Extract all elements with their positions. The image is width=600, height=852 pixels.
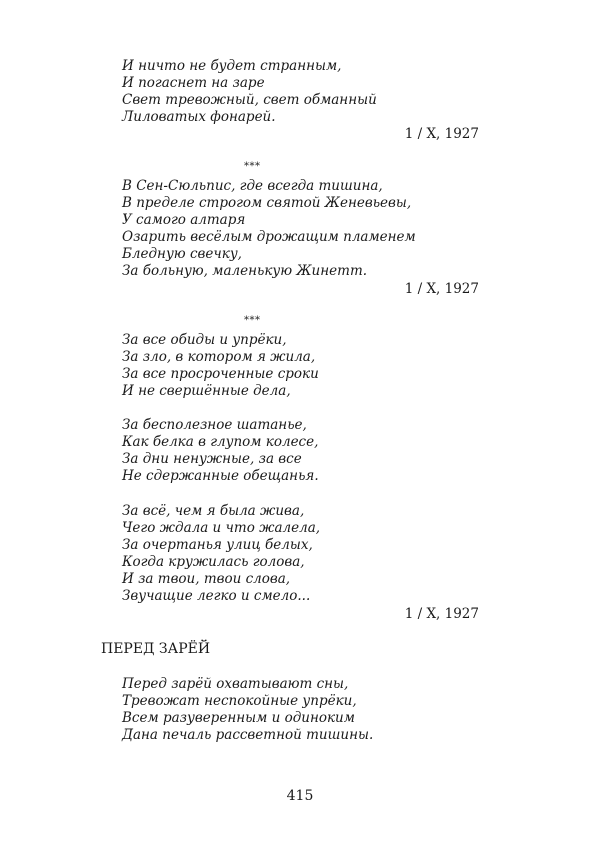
verse-line: Бледную свечку, [122, 246, 242, 262]
verse-line: За очертанья улиц белых, [122, 537, 313, 553]
verse-line: Всем разуверенным и одиноким [122, 710, 355, 726]
poem-3-stanza-1 [122, 332, 319, 400]
poem-2-date: 1 / X, 1927 [404, 281, 479, 297]
verse-line: Звучащие легко и смело... [122, 588, 311, 604]
verse-line: За зло, в котором я жила, [122, 349, 316, 365]
verse-line: За бесполезное шатанье, [122, 417, 307, 433]
poem-4-stanza [122, 676, 373, 744]
verse-line: Свет тревожный, свет обманный [122, 92, 377, 108]
section-separator: *** [244, 161, 261, 172]
verse-line: В пределе строгом святой Женевьевы, [122, 195, 412, 211]
verse-line: Перед зарёй охватывают сны, [122, 676, 349, 692]
verse-line: И ничто не будет странным, [122, 58, 342, 74]
verse-line: Не сдержанные обещанья. [122, 468, 319, 484]
verse-line: Лиловатых фонарей. [122, 109, 276, 125]
poem-2-stanza [122, 178, 416, 280]
page-number: 415 [286, 788, 314, 804]
poem-title: ПЕРЕД ЗАРЁЙ [101, 641, 211, 657]
verse-line: За все обиды и упрёки, [122, 332, 287, 348]
verse-line: Озарить весёлым дрожащим пламенем [122, 229, 416, 245]
poem-3-stanza-2 [122, 417, 319, 485]
verse-line: У самого алтаря [122, 212, 246, 228]
poem-1-stanza [122, 58, 377, 126]
verse-line: За всё, чем я была жива, [122, 503, 305, 519]
section-separator: *** [244, 315, 261, 326]
verse-line: Как белка в глупом колесе, [122, 434, 319, 450]
verse-line: Тревожат неспокойные упрёки, [122, 693, 357, 709]
verse-line: В Сен-Сюльпис, где всегда тишина, [122, 178, 383, 194]
verse-line: Дана печаль рассветной тишины. [122, 727, 374, 743]
verse-line: И погаснет на заре [122, 75, 265, 91]
verse-line: Когда кружилась голова, [122, 554, 305, 570]
verse-line: Чего ждала и что жалела, [122, 520, 321, 536]
verse-line: И не свершённые дела, [122, 383, 291, 399]
verse-line: За больную, маленькую Жинетт. [122, 263, 368, 279]
verse-line: За все просроченные сроки [122, 366, 319, 382]
poem-3-date: 1 / X, 1927 [404, 606, 479, 622]
verse-line: И за твои, твои слова, [122, 571, 291, 587]
verse-line: За дни ненужные, за все [122, 451, 302, 467]
poem-3-stanza-3 [122, 503, 320, 605]
poem-1-date: 1 / X, 1927 [404, 126, 479, 142]
